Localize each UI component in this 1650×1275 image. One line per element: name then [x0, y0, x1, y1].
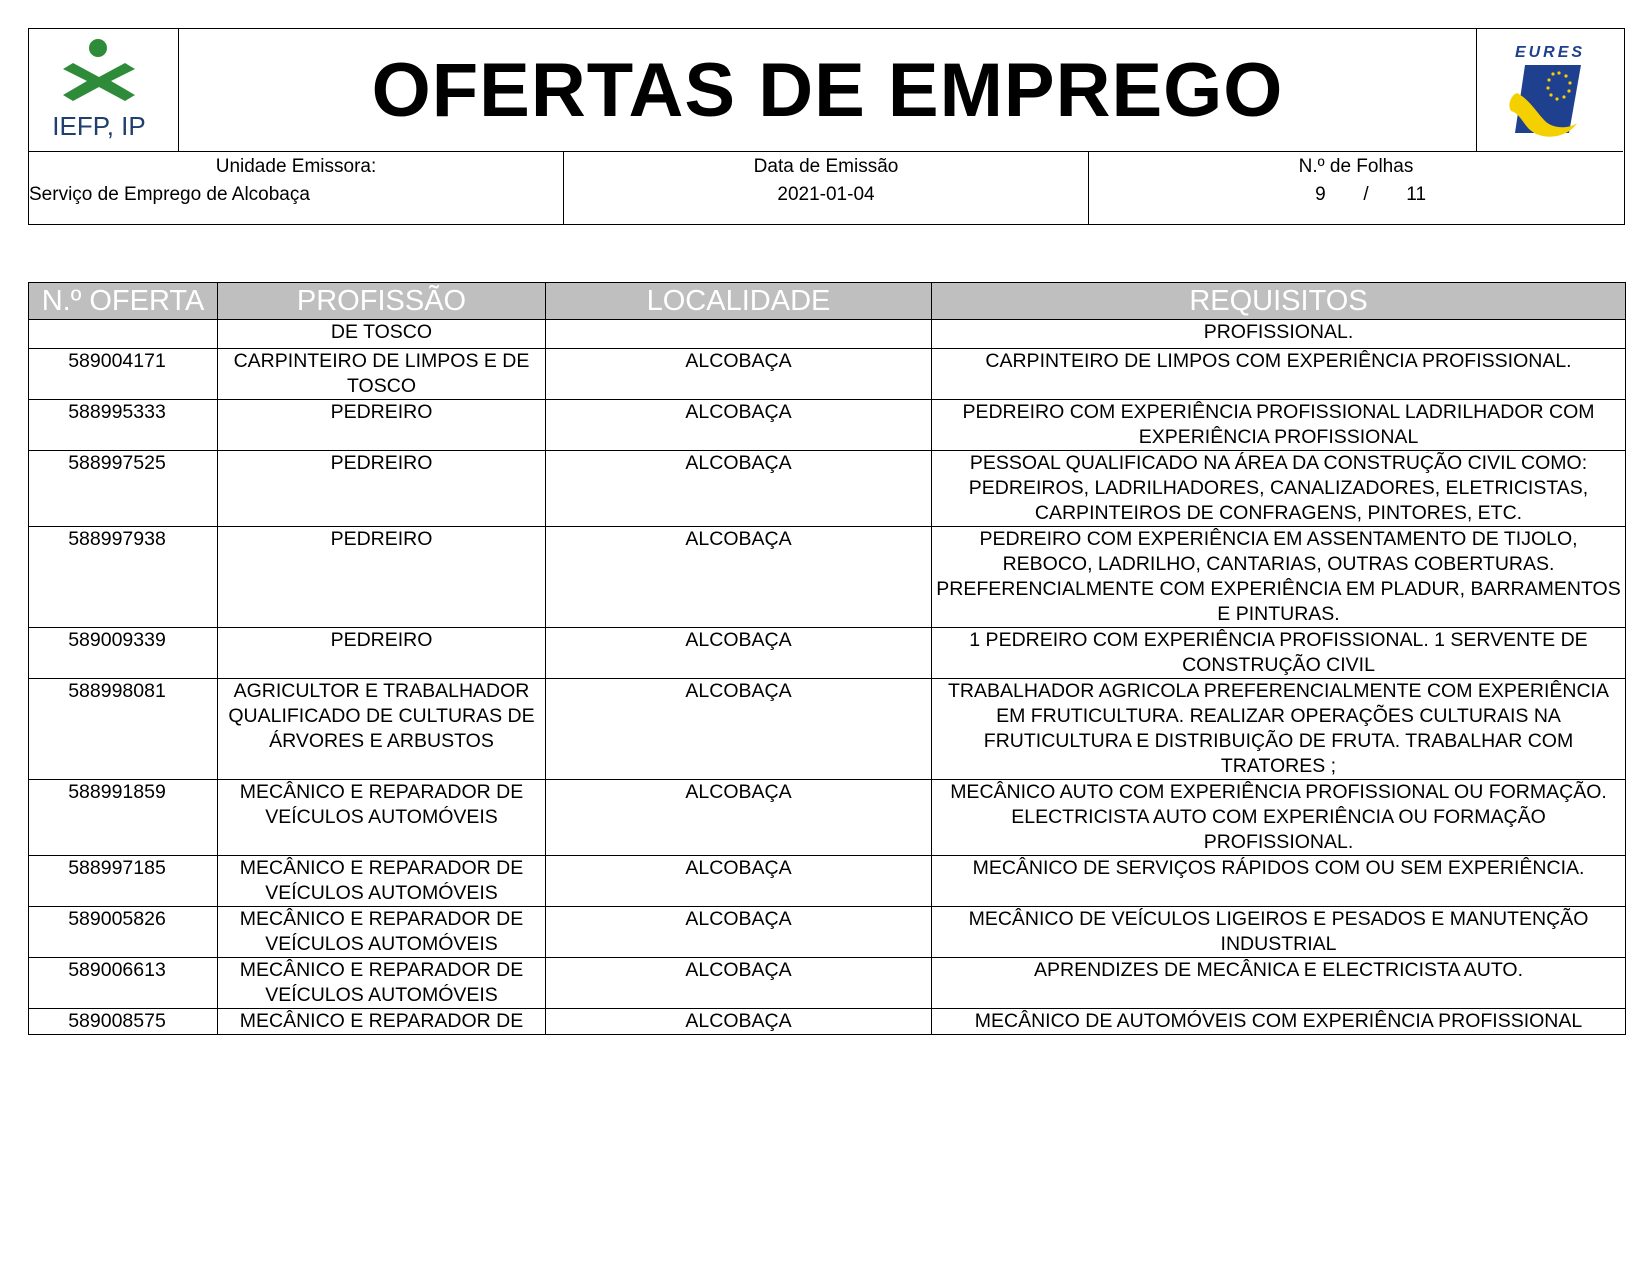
requirements-cell: TRABALHADOR AGRICOLA PREFERENCIALMENTE COM EXPERIÊNCIA EM FRUTICULTURA. REALIZAR OPERAÇÕES CULTURAIS NA FRUTICULTURA E DISTRIBUIÇÃO DE FRUTA. TRABALHAR COM TRATORES ;: [932, 679, 1626, 780]
issue-date-label: Data de Emissão: [753, 156, 899, 177]
profession-cell: DE TOSCO: [218, 320, 546, 349]
profession-cell: MECÂNICO E REPARADOR DE VEÍCULOS AUTOMÓVEIS: [218, 907, 546, 958]
location-cell: ALCOBAÇA: [546, 780, 932, 856]
requirements-cell: MECÂNICO AUTO COM EXPERIÊNCIA PROFISSIONAL OU FORMAÇÃO. ELECTRICISTA AUTO COM EXPERIÊNCIA OU FORMAÇÃO PROFISSIONAL.: [932, 780, 1626, 856]
location-cell: ALCOBAÇA: [546, 958, 932, 1009]
document-header: [28, 28, 1625, 225]
iefp-logo: [29, 29, 179, 151]
column-header-location: LOCALIDADE: [546, 283, 932, 320]
requirements-cell: PEDREIRO COM EXPERIÊNCIA PROFISSIONAL LADRILHADOR COM EXPERIÊNCIA PROFISSIONAL: [932, 400, 1626, 451]
requirements-cell: 1 PEDREIRO COM EXPERIÊNCIA PROFISSIONAL. 1 SERVENTE DE CONSTRUÇÃO CIVIL: [932, 628, 1626, 679]
table-row: [29, 856, 1626, 907]
sheet-count-value: [1089, 184, 1623, 206]
page-title: OFERTAS DE EMPREGO: [371, 47, 1284, 133]
issue-date-cell: [564, 152, 1089, 224]
iefp-logo-text: IEFP, IP: [52, 111, 146, 141]
meta-row: [29, 151, 1623, 223]
location-cell: ALCOBAÇA: [546, 679, 932, 780]
column-header-profession: PROFISSÃO: [218, 283, 546, 320]
requirements-cell: MECÂNICO DE VEÍCULOS LIGEIROS E PESADOS E MANUTENÇÃO INDUSTRIAL: [932, 907, 1626, 958]
column-header-offer-number: N.º OFERTA: [29, 283, 218, 320]
profession-cell: PEDREIRO: [218, 451, 546, 527]
table-row: [29, 958, 1626, 1009]
table-row: [29, 907, 1626, 958]
location-cell: ALCOBAÇA: [546, 349, 932, 400]
profession-cell: PEDREIRO: [218, 527, 546, 628]
profession-cell: MECÂNICO E REPARADOR DE VEÍCULOS AUTOMÓVEIS: [218, 856, 546, 907]
location-cell: ALCOBAÇA: [546, 856, 932, 907]
eures-logo: [1477, 29, 1623, 151]
table-row: [29, 1009, 1626, 1035]
location-cell: ALCOBAÇA: [546, 628, 932, 679]
iefp-logo-cell: [29, 29, 179, 151]
issuing-unit-label: Unidade Emissora:: [215, 156, 377, 177]
offer-number-cell: 588997938: [29, 527, 218, 628]
table-row: [29, 780, 1626, 856]
table-row: [29, 451, 1626, 527]
title-cell: [179, 29, 1476, 151]
column-header-requirements: REQUISITOS: [932, 283, 1626, 320]
issuing-unit-value: Serviço de Emprego de Alcobaça: [29, 184, 310, 205]
location-cell: ALCOBAÇA: [546, 907, 932, 958]
table-row: [29, 628, 1626, 679]
issue-date-value: 2021-01-04: [777, 184, 875, 205]
location-cell: ALCOBAÇA: [546, 451, 932, 527]
sheet-total: 11: [1406, 184, 1427, 205]
sheet-count-cell: [1089, 152, 1623, 224]
table-row: [29, 349, 1626, 400]
offer-number-cell: 588997525: [29, 451, 218, 527]
sheet-current: 9: [1315, 184, 1326, 205]
table-row: [29, 400, 1626, 451]
sheet-separator: /: [1363, 184, 1369, 205]
job-offers-table: [28, 282, 1626, 1035]
offer-number-cell: 588998081: [29, 679, 218, 780]
location-cell: [546, 320, 932, 349]
location-cell: ALCOBAÇA: [546, 1009, 932, 1035]
table-row: [29, 320, 1626, 349]
requirements-cell: PEDREIRO COM EXPERIÊNCIA EM ASSENTAMENTO DE TIJOLO, REBOCO, LADRILHO, CANTARIAS, OUTRAS COBERTURAS. PREFERENCIALMENTE COM EXPERIÊNCIA EM PLADUR, BARRAMENTOS E PINTURAS.: [932, 527, 1626, 628]
location-cell: ALCOBAÇA: [546, 400, 932, 451]
requirements-cell: MECÂNICO DE AUTOMÓVEIS COM EXPERIÊNCIA PROFISSIONAL: [932, 1009, 1626, 1035]
requirements-cell: PESSOAL QUALIFICADO NA ÁREA DA CONSTRUÇÃO CIVIL COMO: PEDREIROS, LADRILHADORES, CANALIZADORES, ELETRICISTAS, CARPINTEIROS DE CONFRAGENS, PINTORES, ETC.: [932, 451, 1626, 527]
offer-number-cell: 589008575: [29, 1009, 218, 1035]
offer-number-cell: 589006613: [29, 958, 218, 1009]
table-row: [29, 679, 1626, 780]
issuing-unit-cell: [29, 152, 564, 224]
offer-number-cell: 589009339: [29, 628, 218, 679]
sheet-count-label: N.º de Folhas: [1298, 156, 1414, 177]
profession-cell: MECÂNICO E REPARADOR DE VEÍCULOS AUTOMÓVEIS: [218, 780, 546, 856]
offer-number-cell: 589004171: [29, 349, 218, 400]
offer-number-cell: 588991859: [29, 780, 218, 856]
offer-number-cell: 589005826: [29, 907, 218, 958]
table-header-row: [29, 283, 1626, 320]
table-row: [29, 527, 1626, 628]
offer-number-cell: 588995333: [29, 400, 218, 451]
requirements-cell: PROFISSIONAL.: [932, 320, 1626, 349]
profession-cell: MECÂNICO E REPARADOR DE: [218, 1009, 546, 1035]
profession-cell: AGRICULTOR E TRABALHADOR QUALIFICADO DE CULTURAS DE ÁRVORES E ARBUSTOS: [218, 679, 546, 780]
eures-logo-text: EURES: [1514, 44, 1586, 61]
requirements-cell: MECÂNICO DE SERVIÇOS RÁPIDOS COM OU SEM EXPERIÊNCIA.: [932, 856, 1626, 907]
offer-number-cell: [29, 320, 218, 349]
profession-cell: PEDREIRO: [218, 400, 546, 451]
requirements-cell: APRENDIZES DE MECÂNICA E ELECTRICISTA AUTO.: [932, 958, 1626, 1009]
profession-cell: CARPINTEIRO DE LIMPOS E DE TOSCO: [218, 349, 546, 400]
profession-cell: MECÂNICO E REPARADOR DE VEÍCULOS AUTOMÓVEIS: [218, 958, 546, 1009]
profession-cell: PEDREIRO: [218, 628, 546, 679]
offer-number-cell: 588997185: [29, 856, 218, 907]
requirements-cell: CARPINTEIRO DE LIMPOS COM EXPERIÊNCIA PROFISSIONAL.: [932, 349, 1626, 400]
location-cell: ALCOBAÇA: [546, 527, 932, 628]
eures-logo-cell: [1476, 29, 1623, 151]
